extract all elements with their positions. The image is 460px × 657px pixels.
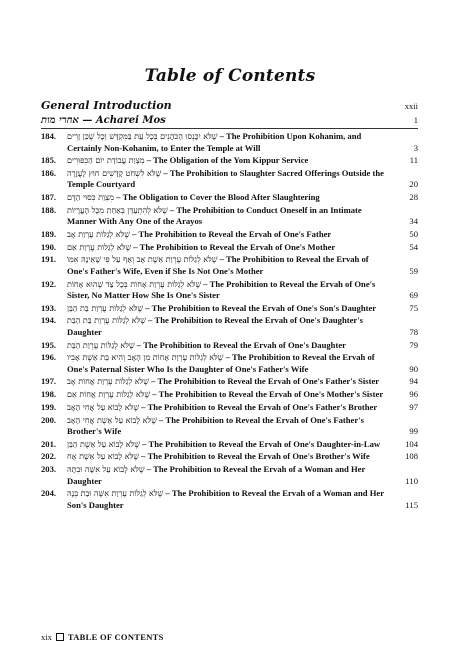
entry-dash: – <box>156 414 166 425</box>
entry-body <box>67 205 418 228</box>
toc-entry[interactable] <box>41 131 418 154</box>
toc-entry[interactable] <box>41 389 418 401</box>
entry-number: 195. <box>41 339 57 350</box>
entry-text <box>67 415 396 438</box>
page-title: Table of Contents <box>144 66 316 86</box>
entry-dash: – <box>144 155 154 166</box>
toc-entry[interactable] <box>41 376 418 388</box>
entry-text <box>67 192 396 204</box>
entry-page: 94 <box>409 376 418 387</box>
toc-entry[interactable] <box>41 254 418 277</box>
entry-number: 190. <box>41 241 57 252</box>
entry-text <box>67 488 396 511</box>
entry-dash: – <box>161 167 170 178</box>
entry-english: The Prohibition to Reveal the Ervah of One's Father <box>138 228 332 239</box>
entry-body <box>67 451 418 463</box>
entry-hebrew: שֶׁלֹּא לְגַלּוֹת עֶרְוַת אֲחוֹת אֵם <box>67 390 151 400</box>
entry-page: 96 <box>409 389 418 400</box>
entry-hebrew: שֶׁלֹּא לָבוֹא עַל אֵשֶׁת הַבֵּן <box>67 439 140 449</box>
section-title: General Introduction <box>41 99 172 112</box>
entry-body <box>67 303 418 315</box>
entry-number: 199. <box>41 401 57 412</box>
entry-english: The Obligation of the Yom Kippur Service <box>153 155 309 166</box>
square-icon <box>56 633 64 641</box>
entry-dash: – <box>150 389 159 400</box>
entry-body <box>67 192 418 204</box>
entry-body <box>67 229 418 241</box>
entry-hebrew: שֶׁלֹּא לְגַלּוֹת עֶרְוַת אֲחוֹת אָב <box>67 377 149 387</box>
entry-body <box>67 402 418 414</box>
entry-hebrew: שֶׁלֹּא לָבוֹא עַל אִשָּׁה וּבִתָּהּ <box>67 465 145 475</box>
entry-page: 75 <box>409 302 418 313</box>
entry-page: 79 <box>409 339 418 350</box>
entry-number: 187. <box>41 192 57 203</box>
entry-number: 200. <box>41 414 57 425</box>
entry-english: The Prohibition to Reveal the Ervah of One's Daughter's Daughter <box>67 315 363 337</box>
entry-number: 188. <box>41 204 57 215</box>
section-page: 1 <box>413 115 418 125</box>
entry-text <box>67 131 396 154</box>
section-title: אחרי מות — Acharei Mos <box>41 115 166 126</box>
entry-hebrew: שֶׁלֹּא לָבוֹא עַל אֵשֶׁת אָח <box>67 452 139 462</box>
toc-entry[interactable] <box>41 402 418 414</box>
toc-entry[interactable] <box>41 315 418 338</box>
entry-page: 104 <box>405 438 418 449</box>
entry-dash: – <box>129 228 139 239</box>
entry-english: The Prohibition to Reveal the Ervah of One's Sister, No Matter How She Is One's Sister <box>67 278 376 300</box>
entry-hebrew: שֶׁלֹּא לָבוֹא עַל אֵשֶׁת אֲחִי הָאָב <box>67 415 157 425</box>
entry-text <box>67 451 396 463</box>
entry-hebrew: שֶׁלֹּא לְגַלּוֹת עֶרְוַת אֵם <box>67 242 132 252</box>
entry-page: 90 <box>409 363 418 374</box>
entry-hebrew: שֶׁלֹּא לְגַלּוֹת עֶרְוַת בַּת הַבַּת <box>67 316 146 326</box>
entry-body <box>67 352 418 375</box>
entry-page: 99 <box>409 426 418 436</box>
entry-english: The Prohibition to Reveal the Ervah of One's Mother's Sister <box>158 389 384 400</box>
entry-text <box>67 340 396 352</box>
entry-hebrew: שֶׁלֹּא לְגַלּוֹת עֶרְוַת אֵשֶׁת אָב וְאַף עַל פִּי שֶׁאֵינָהּ אִמּוֹ <box>67 255 218 265</box>
entry-dash: – <box>138 401 148 412</box>
entry-dash: – <box>201 278 210 289</box>
entry-page: 110 <box>405 475 418 486</box>
entry-page: 20 <box>409 179 418 190</box>
entry-english: The Prohibition to Reveal the Ervah of One's Mother <box>139 241 336 252</box>
entry-body <box>67 131 418 154</box>
entries-list <box>41 131 418 511</box>
entry-hebrew: מִצְוַת כִּסּוּי הַדָּם <box>67 193 114 203</box>
entry-dash: – <box>144 464 154 475</box>
entry-body <box>67 340 418 352</box>
entry-body <box>67 242 418 254</box>
entry-number: 194. <box>41 315 57 326</box>
entry-body <box>67 439 418 451</box>
entry-dash: – <box>143 302 152 313</box>
entry-body <box>67 254 418 277</box>
entry-number: 191. <box>41 254 57 265</box>
section-page: xxii <box>404 101 418 111</box>
entry-english: The Prohibition to Reveal the Ervah of One's Father's Sister <box>157 376 380 387</box>
entry-page: 69 <box>409 290 418 300</box>
entry-english: The Prohibition to Slaughter Sacred Offerings Outside the Temple Courtyard <box>67 167 384 190</box>
toc-list <box>41 99 418 512</box>
entry-english: The Prohibition to Reveal the Ervah of One's Son's Daughter <box>151 302 377 313</box>
toc-entry[interactable] <box>41 415 418 438</box>
entry-dash: – <box>223 352 233 363</box>
entry-dash: – <box>217 254 227 265</box>
entry-hebrew: שֶׁלֹּא לְגַלּוֹת עֶרְוַת הַבַּת <box>67 340 135 350</box>
entry-dash: – <box>163 488 172 499</box>
entry-text <box>67 155 396 167</box>
toc-entry[interactable] <box>41 279 418 302</box>
entry-english: The Obligation to Cover the Blood After Slaughtering <box>122 192 320 203</box>
entry-text <box>67 376 396 388</box>
entry-number: 201. <box>41 438 57 449</box>
entry-text <box>67 279 396 302</box>
entry-dash: – <box>134 339 144 350</box>
entry-text <box>67 389 396 401</box>
entry-text <box>67 205 396 228</box>
entry-page: 115 <box>405 499 418 510</box>
entry-english: The Prohibition to Reveal the Ervah of One's Father's Brother <box>147 401 378 412</box>
footer-title: TABLE OF CONTENTS <box>67 632 164 642</box>
entry-body <box>67 464 418 487</box>
entry-text <box>67 352 396 375</box>
entry-page: 28 <box>409 192 418 203</box>
entry-text <box>67 254 396 277</box>
entry-dash: – <box>145 315 155 326</box>
entry-number: 198. <box>41 389 57 400</box>
entry-english: The Prohibition to Conduct Oneself in an Intimate Manner With Any One of the Arayos <box>67 204 362 227</box>
entry-hebrew: שֶׁלֹּא לְגַלּוֹת עֶרְוַת אָחוֹת בְּכָל צַד שֶׁהוּא אָחוֹת <box>67 279 202 289</box>
entry-body <box>67 488 418 511</box>
entry-number: 186. <box>41 167 57 178</box>
entry-text <box>67 439 396 451</box>
entry-dash: – <box>131 241 140 252</box>
entry-english: The Prohibition to Reveal the Ervah of One's Brother's Wife <box>147 451 370 462</box>
entry-text <box>67 303 396 315</box>
toc-entry[interactable] <box>41 439 418 451</box>
entry-page: 54 <box>409 241 418 252</box>
entry-hebrew: שֶׁלֹּא לְגַלּוֹת עֶרְוַת בַּת הַבֵּן <box>67 303 144 313</box>
entry-hebrew: שֶׁלֹּא לְהִתְעַדֵּן בְּאַחַת מִכָּל הָעֲרָיוֹת <box>67 205 168 215</box>
entry-number: 196. <box>41 352 57 363</box>
toc-entry[interactable] <box>41 168 418 191</box>
entry-number: 192. <box>41 278 57 289</box>
entry-text <box>67 168 396 191</box>
toc-entry[interactable] <box>41 242 418 254</box>
page-footer <box>41 632 164 642</box>
entry-body <box>67 389 418 401</box>
entry-body <box>67 168 418 191</box>
entry-dash: – <box>167 204 177 215</box>
entry-body <box>67 376 418 388</box>
entry-number: 184. <box>41 131 57 141</box>
entry-hebrew: שֶׁלֹּא לְגַלּוֹת עֶרְוַת אָחוֹת מִן הָאָב וְהִיא בַּת אֵשֶׁת אָבִיו <box>67 353 224 363</box>
entry-dash: – <box>148 376 158 387</box>
entry-page: 3 <box>413 142 418 153</box>
entry-number: 197. <box>41 376 57 387</box>
entry-hebrew: שֶׁלֹּא לְגַלּוֹת עֶרְוַת אָב <box>67 229 130 239</box>
entry-hebrew: שֶׁלֹּא יִכָּנְסוּ הַכֹּהֲנִים בְּכָל עֵת בַּמִּקְדָּשׁ וְכָל שֶׁכֵּן זָרִים <box>67 132 218 141</box>
entry-dash: – <box>217 131 227 141</box>
entry-text <box>67 229 396 241</box>
entry-hebrew: שֶׁלֹּא לִשְׁחֹט קָדָשִׁים חוּץ לָעֲזָרָה <box>67 168 162 178</box>
entry-english: The Prohibition to Reveal the Ervah of One's Father's Wife, Even if She Is Not One's Mother <box>67 254 369 276</box>
entry-page: 78 <box>409 326 418 337</box>
entry-text <box>67 402 396 414</box>
divider <box>41 128 418 129</box>
entry-english: The Prohibition to Reveal the Ervah of a Woman and Her Son's Daughter <box>67 488 384 510</box>
entry-page: 11 <box>409 155 418 166</box>
entry-number: 189. <box>41 228 57 239</box>
toc-entry[interactable] <box>41 192 418 204</box>
toc-entry[interactable] <box>41 464 418 487</box>
toc-entry[interactable] <box>41 205 418 228</box>
entry-page: 34 <box>409 216 418 227</box>
section-general-introduction[interactable] <box>41 99 418 112</box>
entry-dash: – <box>138 451 148 462</box>
entry-text <box>67 242 396 254</box>
section-acharei-mos[interactable] <box>41 115 418 126</box>
entry-english: The Prohibition to Reveal the Ervah of a Woman and Her Daughter <box>67 464 366 486</box>
footer-page-number: xix <box>41 632 52 642</box>
entry-text <box>67 464 396 487</box>
entry-hebrew: שֶׁלֹּא לְגַלּוֹת עֶרְוַת אִשָּׁה וּבַת בְּנָהּ <box>67 489 164 499</box>
toc-entry[interactable] <box>41 451 418 463</box>
entry-dash: – <box>139 438 149 449</box>
toc-entry[interactable] <box>41 229 418 241</box>
entry-body <box>67 279 418 302</box>
entry-body <box>67 415 418 438</box>
entry-number: 204. <box>41 488 57 499</box>
entry-hebrew: שֶׁלֹּא לָבוֹא עַל אֲחִי הָאָב <box>67 402 139 412</box>
toc-entry[interactable] <box>41 340 418 352</box>
toc-entry[interactable] <box>41 303 418 315</box>
entry-number: 202. <box>41 451 57 462</box>
entry-dash: – <box>114 192 123 203</box>
entry-number: 185. <box>41 155 57 166</box>
entry-number: 203. <box>41 464 57 475</box>
entry-english: The Prohibition to Reveal the Ervah of One's Paternal Sister Who Is the Daughter of One's Father's Wife <box>67 352 375 374</box>
toc-entry[interactable] <box>41 488 418 511</box>
toc-entry[interactable] <box>41 352 418 375</box>
entry-page: 50 <box>409 228 418 239</box>
entry-text <box>67 315 396 338</box>
entry-body <box>67 315 418 338</box>
entry-number: 193. <box>41 302 57 313</box>
toc-entry[interactable] <box>41 155 418 167</box>
entry-english: The Prohibition to Reveal the Ervah of One's Daughter-in-Law <box>148 438 381 449</box>
entry-english: The Prohibition to Reveal the Ervah of One's Daughter <box>143 339 346 350</box>
entry-page: 97 <box>409 401 418 412</box>
entry-hebrew: מִצְוַת עֲבוֹדַת יוֹם הַכִּפּוּרִים <box>67 156 145 166</box>
entry-page: 59 <box>409 265 418 276</box>
entry-english: The Prohibition to Reveal the Ervah of One's Father's Brother's Wife <box>67 414 364 436</box>
entry-page: 108 <box>405 451 418 462</box>
entry-body <box>67 155 418 167</box>
entry-english: The Prohibition Upon Kohanim, and Certainly Non-Kohanim, to Enter the Temple at Will <box>67 131 362 153</box>
